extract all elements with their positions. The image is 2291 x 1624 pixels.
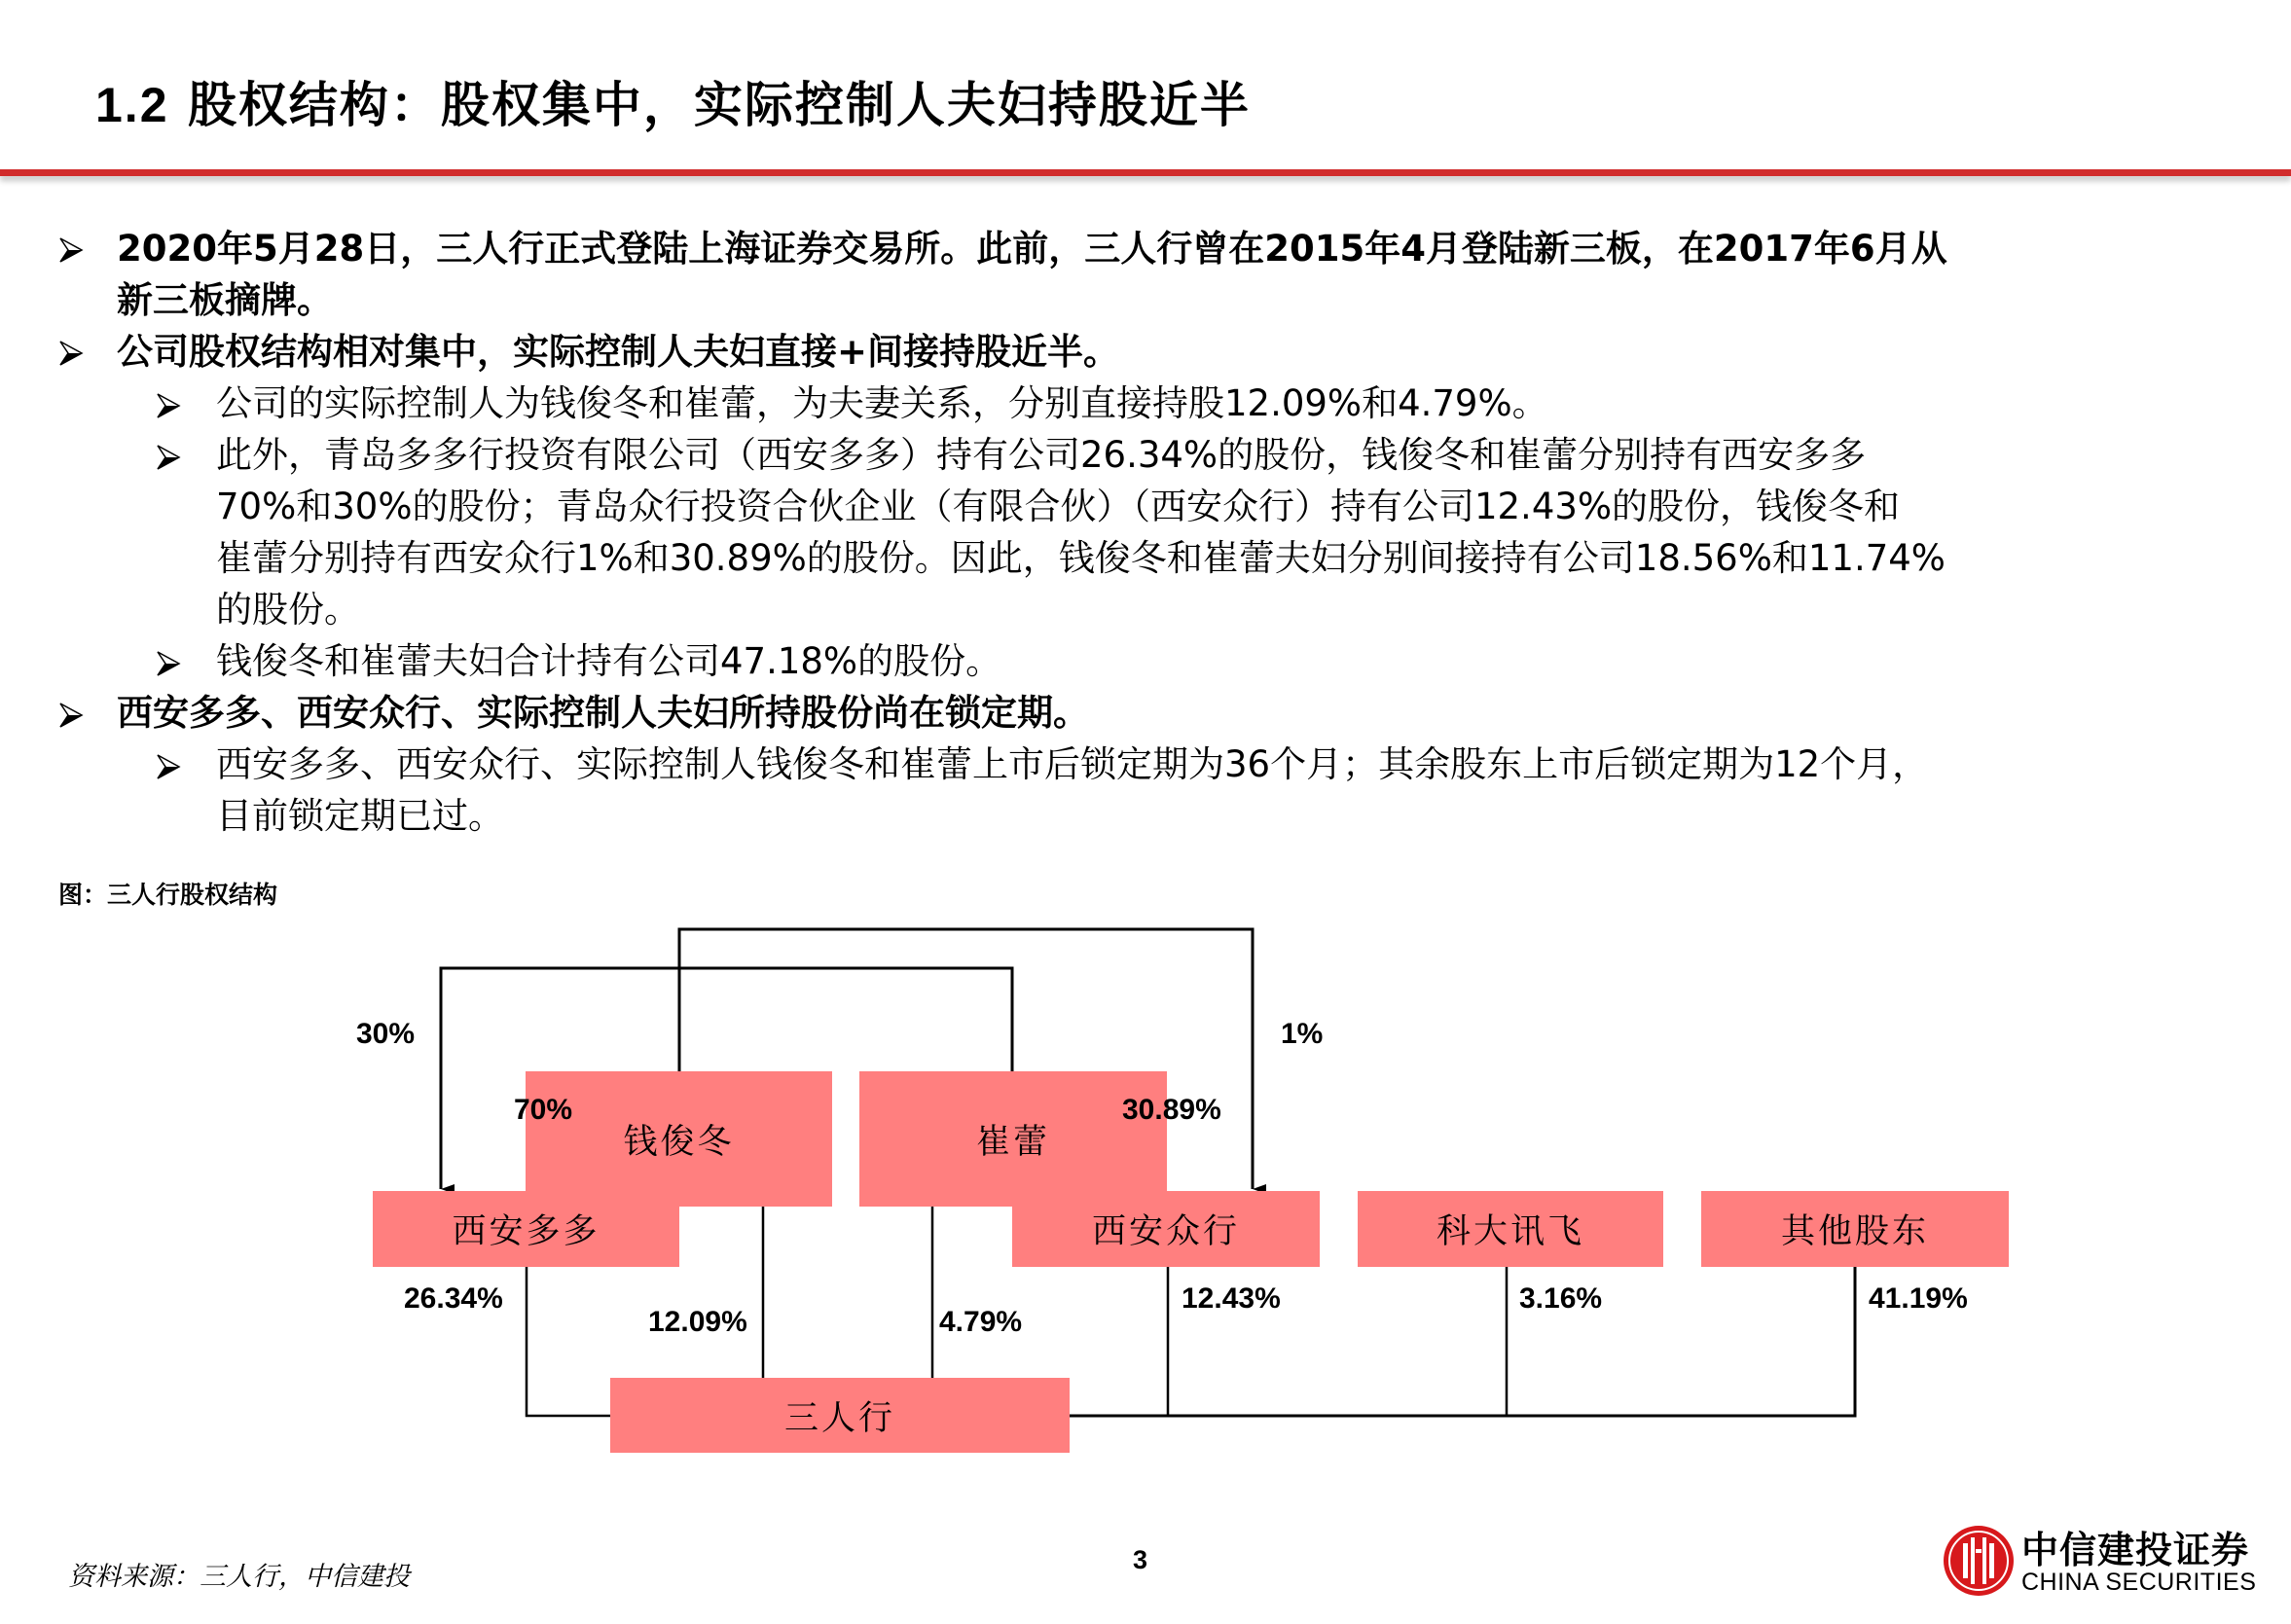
bullet-text: 西安多多、西安众行、实际控制人钱俊冬和崔蕾上市后锁定期为36个月；其余股东上市后锁定期为12个月， (216, 743, 1929, 785)
figure-caption: 图：三人行股权结构 (58, 881, 278, 909)
edge-label-qian-company: 12.09% (648, 1306, 747, 1338)
node-qian-jundong: 钱俊冬 (526, 1071, 832, 1207)
bullet-text: 70%和30%的股份；青岛众行投资合伙企业（有限合伙）（西安众行）持有公司12.43%的股份，钱俊冬和 (216, 486, 1901, 527)
citic-emblem-icon (1942, 1520, 2016, 1602)
section-number: 1.2 (95, 78, 169, 132)
bullet-text: 2020年5月28日，三人行正式登陆上海证券交易所。此前，三人行曾在2015年4月登陆新三板，在2017年6月从 (117, 228, 1947, 270)
section-title: 股权结构：股权集中，实际控制人夫妇持股近半 (187, 77, 1251, 133)
bullet-text: 公司的实际控制人为钱俊冬和崔蕾，为夫妻关系，分别直接持股12.09%和4.79%。 (216, 382, 1548, 424)
node-xian-zhongxing: 西安众行 (1012, 1191, 1320, 1267)
edge-label-iflytek-company: 3.16% (1519, 1282, 1603, 1315)
company-logo (1942, 1520, 2263, 1602)
bullet-text: 此外，青岛多多行投资有限公司（西安多多）持有公司26.34%的股份，钱俊冬和崔蕾分别持有西安多多 (216, 434, 1867, 476)
node-other-shareholders: 其他股东 (1701, 1191, 2009, 1267)
logo-english-name: CHINA SECURITIES (2021, 1569, 2257, 1596)
bullet-text: 的股份。 (216, 589, 360, 631)
edge-label-others-company: 41.19% (1869, 1282, 1968, 1315)
logo-chinese-name: 中信建投证券 (2021, 1528, 2250, 1571)
bullet-text: 公司股权结构相对集中，实际控制人夫妇直接+间接持股近半。 (117, 331, 1120, 373)
node-cui-lei: 崔蕾 (859, 1071, 1167, 1207)
source-note: 资料来源：三人行，中信建投 (68, 1562, 410, 1592)
edge-label-xaduoduo-company: 26.34% (404, 1282, 503, 1315)
edge-label-qian-xazhongxing: 1% (1281, 1018, 1324, 1050)
edge-label-cui-company: 4.79% (939, 1306, 1023, 1338)
bullet-text: 西安多多、西安众行、实际控制人夫妇所持股份尚在锁定期。 (117, 692, 1089, 734)
bullet-text: 新三板摘牌。 (117, 279, 333, 321)
bullet-text: 目前锁定期已过。 (216, 795, 504, 837)
node-sanrenxing: 三人行 (610, 1378, 1070, 1453)
bullet-text: 钱俊冬和崔蕾夫妇合计持有公司47.18%的股份。 (216, 640, 1002, 682)
page-number: 3 (1133, 1545, 1148, 1574)
bullet-text: 崔蕾分别持有西安众行1%和30.89%的股份。因此，钱俊冬和崔蕾夫妇分别间接持有公司18.56%和11.74% (216, 537, 1946, 579)
edge-label-xazhongxing-company: 12.43% (1182, 1282, 1281, 1315)
node-xian-duoduo: 西安多多 (373, 1191, 679, 1267)
edge-label-cui-xaduoduo: 30% (356, 1018, 416, 1050)
node-iflytek: 科大讯飞 (1358, 1191, 1663, 1267)
edge-label-cui-xazhongxing: 30.89% (1122, 1094, 1221, 1126)
edge-label-qian-xaduoduo: 70% (514, 1094, 573, 1126)
